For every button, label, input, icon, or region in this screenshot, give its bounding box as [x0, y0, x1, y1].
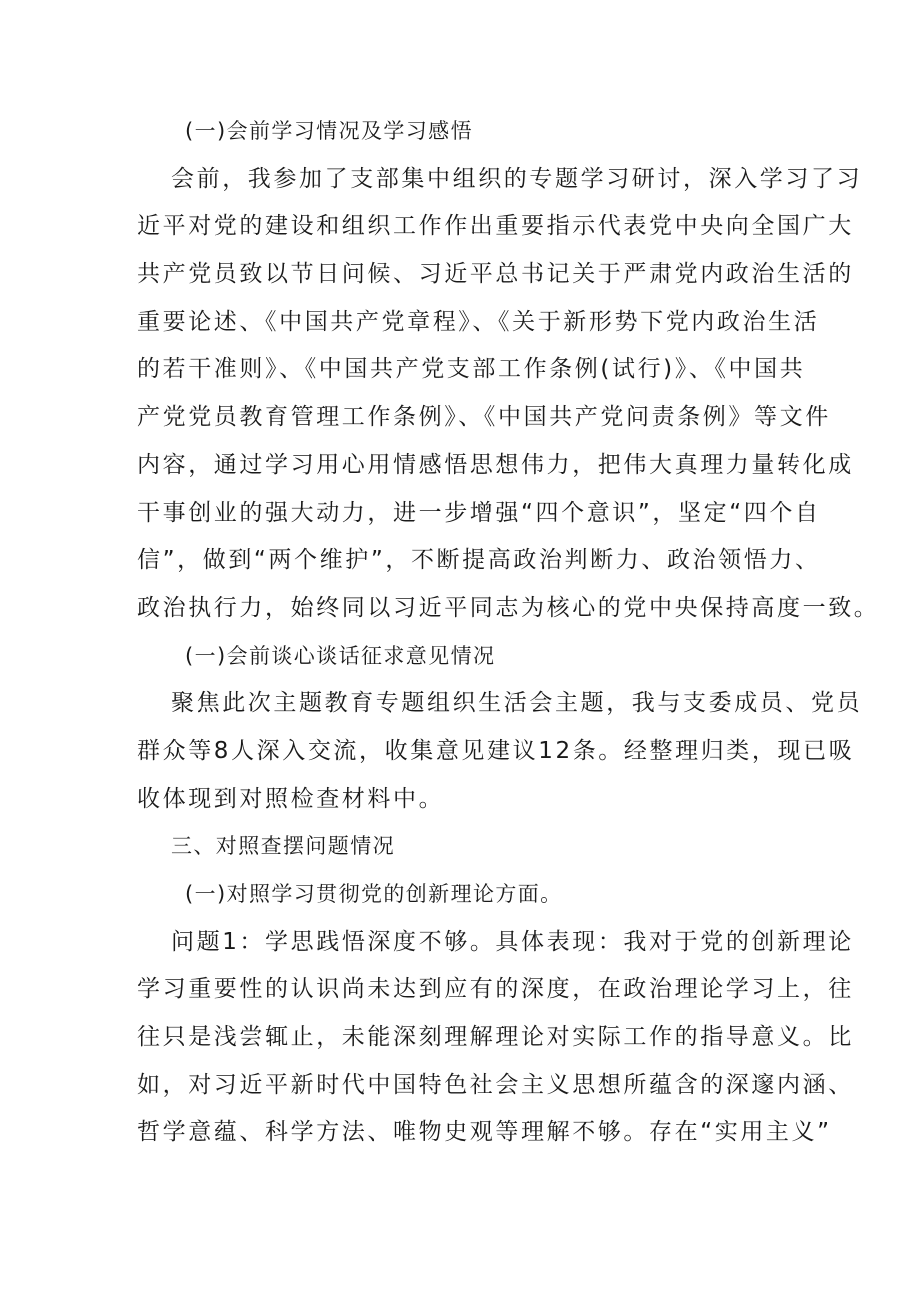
paragraph-line: 群众等8人深入交流，收集意见建议12条。经整理归类，现已吸 [137, 737, 855, 764]
paragraph-line: 如，对习近平新时代中国特色社会主义思想所蕴含的深邃内涵、 [137, 1071, 854, 1098]
paragraph-line: 共产党员致以节日问候、习近平总书记关于严肃党内政治生活的 [137, 261, 854, 288]
paragraph-line: 问题1：学思践悟深度不够。具体表现：我对于党的创新理论 [171, 928, 854, 955]
paragraph-line: 信”，做到“两个维护”，不断提高政治判断力、政治领悟力、 [137, 547, 821, 574]
heading-pre-meeting-study: (一)会前学习情况及学习感悟 [185, 119, 473, 143]
heading-pre-meeting-talks: (一)会前谈心谈话征求意见情况 [185, 643, 496, 668]
paragraph-line: 会前，我参加了支部集中组织的专题学习研讨，深入学习了习 [171, 165, 863, 192]
paragraph-line: 哲学意蕴、科学方法、唯物史观等理解不够。存在“实用主义” [137, 1119, 832, 1146]
paragraph-line: 政治执行力，始终同以习近平同志为核心的党中央保持高度一致。 [137, 594, 880, 621]
document-body [137, 108, 880, 1157]
paragraph-line: 学习重要性的认识尚未达到应有的深度，在政治理论学习上，往 [137, 976, 854, 1003]
paragraph-line: 收体现到对照检查材料中。 [137, 785, 445, 812]
section-heading-problems: 三、对照查摆问题情况 [171, 834, 395, 859]
paragraph-line: 往只是浅尝辄止，未能深刻理解理论对实际工作的指导意义。比 [137, 1024, 854, 1051]
paragraph-line: 重要论述、《中国共产党章程》、《关于新形势下党内政治生活 [137, 308, 820, 335]
paragraph-line: 聚焦此次主题教育专题组织生活会主题，我与支委成员、党员 [171, 690, 863, 717]
heading-innovation-theory: (一)对照学习贯彻党的创新理论方面。 [185, 882, 563, 906]
paragraph-line: 近平对党的建设和组织工作作出重要指示代表党中央向全国广大 [137, 213, 854, 240]
paragraph-line: 内容，通过学习用心用情感悟思想伟力，把伟大真理力量转化成 [137, 451, 854, 478]
paragraph-line: 干事创业的强大动力，进一步增强“四个意识”，坚定“四个自 [137, 499, 821, 526]
paragraph-line: 的若干准则》、《中国共产党支部工作条例(试行)》、《中国共 [137, 356, 806, 383]
paragraph-line: 产党党员教育管理工作条例》、《中国共产党问责条例》等文件 [137, 404, 831, 431]
